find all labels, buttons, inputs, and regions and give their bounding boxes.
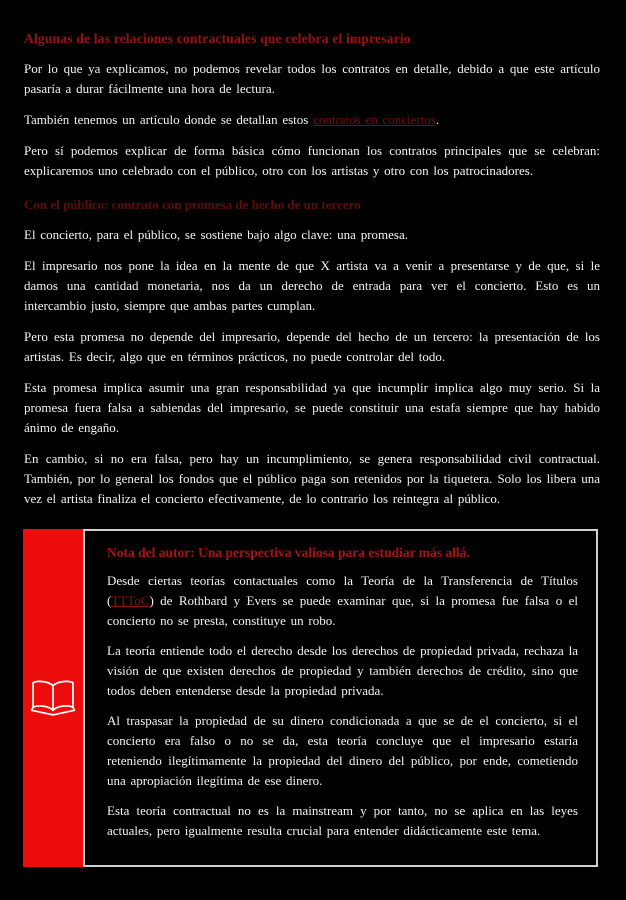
paragraph-article-link-pre: También tenemos un artículo donde se detallan estos <box>24 112 314 127</box>
open-book-icon <box>30 678 76 718</box>
note-paragraph-4: Esta teoría contractual no es la mainstream y por tanto, no se aplica en las leyes actuales, pero igualmente resulta crucial para entender didácticamente este tema. <box>107 803 578 838</box>
paragraph-article-link-post: . <box>435 112 440 127</box>
paragraph-promise-2: El impresario nos pone la idea en la mente de que X artista va a venir a presentarse y de que, si le damos una cantidad monetaria, nos da un derecho de entrada para ver el concierto. Esto es un intercambio justo, siempre que ambas partes cumplan. <box>24 258 600 313</box>
author-note-heading: Nota del autor: Una perspectiva valiosa para estudiar más allá. <box>107 545 470 560</box>
note-paragraph-1-post: ) de Rothbard y Evers se puede examinar que, si la promesa fue falsa o el concierto no se presta, constituye un robo. <box>107 593 578 628</box>
note-paragraph-1 <box>107 571 578 631</box>
paragraph-intro-2: Pero sí podemos explicar de forma básica cómo funcionan los contratos principales que se celebran: explicaremos uno celebrado con el público, otro con los artistas y otro con los patrocinadores. <box>24 143 600 178</box>
paragraph-promise-5: En cambio, si no era falsa, pero hay un incumplimiento, se genera responsabilidad civil contractual. También, por lo general los fondos que el público paga son retenidos por la tiquetera. Solo los libera una vez el artista finaliza el concierto efectivamente, de lo contrario los reintegra al público. <box>24 451 600 506</box>
paragraph-intro-1: Por lo que ya explicamos, no podemos revelar todos los contratos en detalle, debido a que este artículo pasaría a durar fácilmente una hora de lectura. <box>24 61 600 96</box>
note-paragraph-2: La teoría entiende todo el derecho desde los derechos de propiedad privada, rechaza la visión de que existen derechos de propiedad y también derechos de crédito, sino que todos deben entenderse desde la propiedad privada. <box>107 643 578 698</box>
main-heading: Algunas de las relaciones contractuales que celebra el impresario <box>24 31 411 46</box>
author-note-red-bar <box>23 529 83 867</box>
paragraph-promise-1: El concierto, para el público, se sostiene bajo algo clave: una promesa. <box>24 227 408 242</box>
concert-contracts-link[interactable]: contratos en conciertos <box>313 112 436 127</box>
paragraph-article-link <box>24 110 600 130</box>
note-paragraph-1-pre: Desde ciertas teorías contactuales como la Teoría de la Transferencia de Títulos ( <box>107 573 578 608</box>
note-paragraph-3: Al traspasar la propiedad de su dinero condicionada a que se de el concierto, si el concierto era falso o no se da, esta teoría concluye que el impresario estaría reteniendo ilegítimamente la propiedad del dinero del público, por ende, cometiendo una apropiación ilegítima de ese dinero. <box>107 713 578 788</box>
paragraph-promise-4: Esta promesa implica asumir una gran responsabilidad ya que incumplir implica algo muy serio. Si la promesa fuera falsa a sabiendas del impresario, se puede constituir una estafa siempre que hay habido ánimo de engaño. <box>24 380 600 435</box>
sub-heading-public-contract: Con el público: contrato con promesa de hecho de un tercero <box>24 197 361 212</box>
author-note-callout <box>23 529 598 867</box>
paragraph-promise-3: Pero esta promesa no depende del impresario, depende del hecho de un tercero: la presentación de los artistas. Es decir, algo que en términos prácticos, no puede controlar del todo. <box>24 329 600 364</box>
tttoc-link[interactable]: TTToC <box>111 593 150 608</box>
author-note-content <box>83 529 598 867</box>
